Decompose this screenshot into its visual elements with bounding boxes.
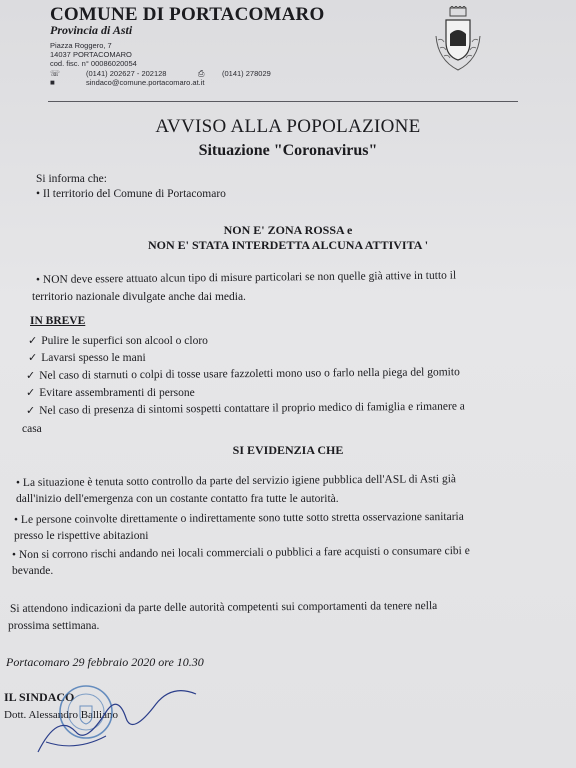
address-city: 14037 PORTACOMARO: [50, 50, 132, 59]
closing-line-2: prossima settimana.: [8, 620, 100, 632]
measures-line-1: • NON deve essere attuato alcun tipo di misure particolari se non quelle già attive in tutto il: [35, 269, 457, 286]
evidence-heading: SI EVIDENZIA CHE: [232, 443, 344, 457]
address-street: Piazza Roggero, 7: [50, 41, 112, 50]
check-icon: ✓: [25, 403, 36, 417]
zone-statement-1: NON E' ZONA ROSSA e: [223, 223, 353, 237]
intro-territory: • Il territorio del Comune di Portacomaro: [36, 188, 226, 200]
date-line: Portacomaro 29 febbraio 2020 ore 10.30: [6, 655, 204, 669]
check-icon: ✓: [25, 368, 36, 382]
signatory-role: IL SINDACO: [4, 690, 75, 704]
evidence-line: • Non si corrono rischi andando nei locali commerciali o pubblici a fare acquisti o consumare cibi e: [11, 545, 470, 561]
municipality-name: COMUNE DI PORTACOMARO: [50, 4, 325, 25]
brief-heading: IN BREVE: [30, 315, 86, 327]
check-icon: ✓: [28, 351, 38, 364]
intro-text: Si informa che:: [36, 173, 107, 185]
evidence-line: presso le rispettive abitazioni: [14, 530, 149, 542]
check-icon: ✓: [26, 386, 36, 399]
fiscal-code: cod. fisc. n° 00086020054: [50, 59, 137, 68]
evidence-line: bevande.: [12, 565, 54, 577]
email-address: sindaco@comune.portacomaro.at.it: [86, 78, 205, 87]
mail-icon: ■: [50, 78, 55, 87]
notice-subtitle: Situazione "Coronavirus": [198, 142, 378, 159]
fax-icon: ⎙: [198, 69, 205, 78]
measures-line-2: territorio nazionale divulgate anche dai media.: [32, 291, 246, 303]
closing-line-1: Si attendono indicazioni da parte delle autorità competenti sui comportamenti da tenere nella: [9, 600, 438, 615]
check-icon: ✓: [28, 334, 38, 347]
brief-item: ✓ Lavarsi spesso le mani: [28, 351, 146, 364]
province-name: Provincia di Asti: [50, 23, 133, 37]
brief-item: ✓ Nel caso di starnuti o colpi di tosse usare fazzoletti mono uso o farlo nella piega del gomito: [25, 366, 460, 382]
fax-number: (0141) 278029: [222, 69, 271, 78]
brief-item: ✓ Nel caso di presenza di sintomi sospetti contattare il proprio medico di famiglia e rimanere a: [25, 400, 465, 417]
brief-item: ✓ Evitare assembramenti di persone: [26, 386, 195, 399]
municipal-crest-icon: [428, 6, 488, 78]
evidence-line: • La situazione è tenuta sotto controllo da parte del servizio igiene pubblica dell'ASL di Asti già: [15, 473, 457, 489]
phone-numbers: (0141) 202627 - 202128: [86, 69, 167, 78]
brief-item: ✓ Pulire le superfici son alcool o cloro: [28, 334, 208, 347]
notice-title: AVVISO ALLA POPOLAZIONE: [155, 116, 421, 137]
official-stamp-and-signature: [36, 682, 206, 762]
header-divider: [48, 101, 518, 102]
phone-icon: ☏: [50, 69, 61, 78]
signatory-name: Dott. Alessandro Balliano: [4, 709, 118, 721]
brief-item-continuation: casa: [22, 423, 42, 435]
evidence-line: dall'inizio dell'emergenza con un costante contatto fra tutte le autorità.: [16, 493, 339, 505]
evidence-line: • Le persone coinvolte direttamente o indirettamente sono tutte sotto stretta osservazione sanitaria: [13, 510, 464, 526]
zone-statement-2: NON E' STATA INTERDETTA ALCUNA ATTIVITA ': [147, 238, 429, 252]
